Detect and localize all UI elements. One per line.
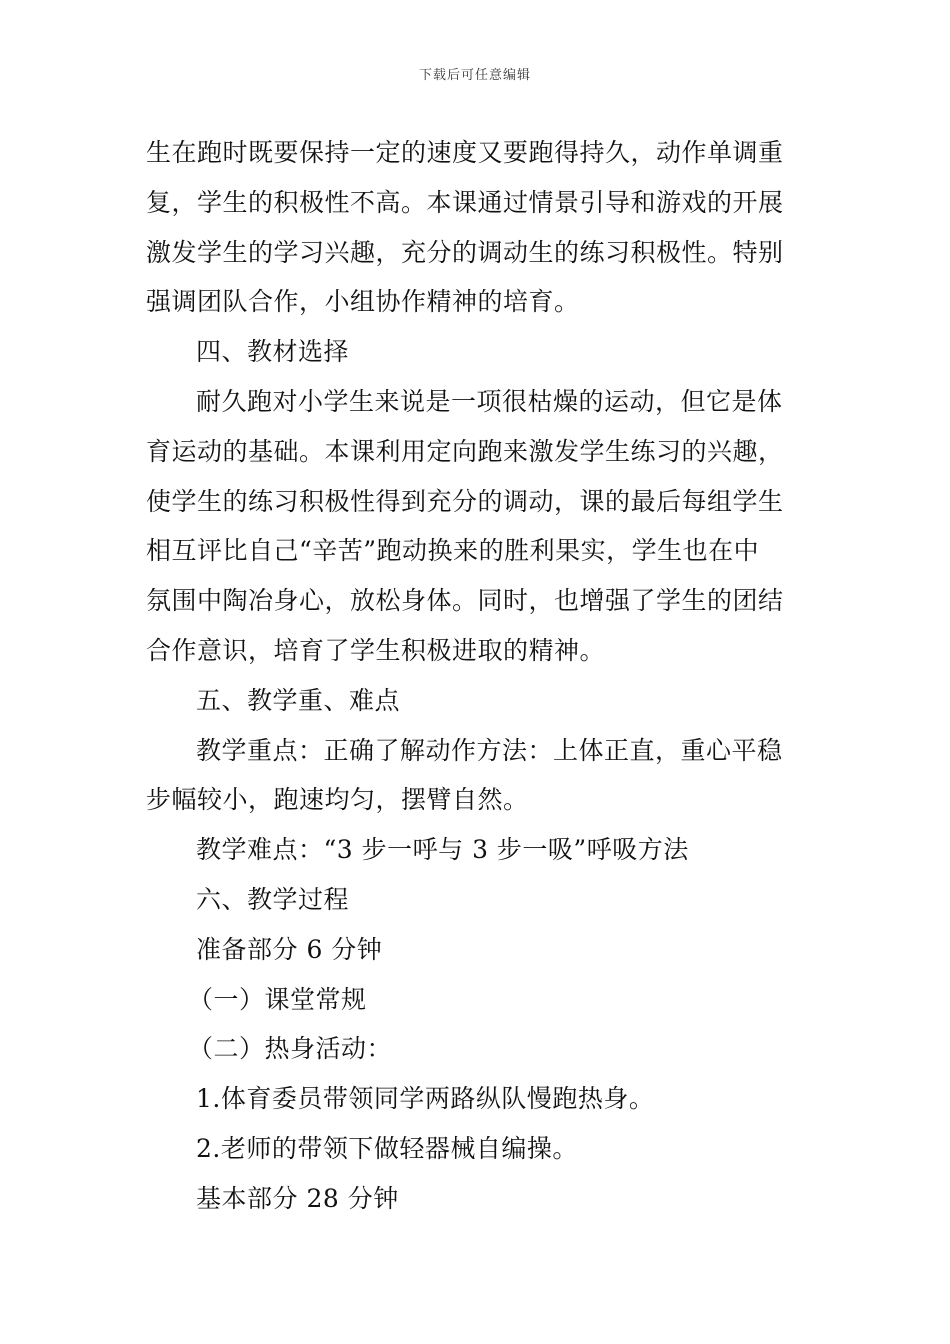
paragraph-line: 强调团队合作，小组协作精神的培育。 [146,287,580,317]
paragraph-line: 步幅较小，跑速均匀，摆臂自然。 [146,785,529,815]
paragraph-line: 复，学生的积极性不高。本课通过情景引导和游戏的开展 [146,187,784,217]
subsection-heading: 准备部分 6 分钟 [196,934,383,964]
section-heading: 四、教材选择 [196,337,350,367]
paragraph-line: 耐久跑对小学生来说是一项很枯燥的运动，但它是体 [196,386,783,416]
list-item: 2.老师的带领下做轻器械自编操。 [196,1133,578,1163]
subsection-heading: 基本部分 28 分钟 [196,1183,399,1213]
paragraph-line: 育运动的基础。本课利用定向跑来激发学生练习的兴趣， [146,436,784,466]
paragraph-line: 教学难点：“3 步一呼与 3 步一吸”呼吸方法 [196,835,689,865]
list-item: （二）热身活动： [188,1034,393,1064]
paragraph-line: 氛围中陶冶身心，放松身体。同时，也增强了学生的团结 [146,586,784,616]
document-body [146,128,810,1224]
paragraph-line: 生在跑时既要保持一定的速度又要跑得持久，动作单调重 [146,138,784,167]
section-heading: 六、教学过程 [196,884,350,914]
page-header: 下载后可任意编辑 [418,68,531,83]
paragraph-line: 教学重点：正确了解动作方法：上体正直，重心平稳 [196,735,783,765]
list-item: （一）课堂常规 [188,984,367,1014]
paragraph-line: 合作意识，培育了学生积极进取的精神。 [146,635,606,665]
list-item: 1.体育委员带领同学两路纵队慢跑热身。 [196,1084,655,1114]
paragraph-line: 相互评比自己“辛苦”跑动换来的胜利果实，学生也在中 [146,536,760,566]
paragraph-line: 激发学生的学习兴趣，充分的调动生的练习积极性。特别 [146,237,784,267]
section-heading: 五、教学重、难点 [196,685,401,715]
paragraph-line: 使学生的练习积极性得到充分的调动，课的最后每组学生 [146,486,784,516]
